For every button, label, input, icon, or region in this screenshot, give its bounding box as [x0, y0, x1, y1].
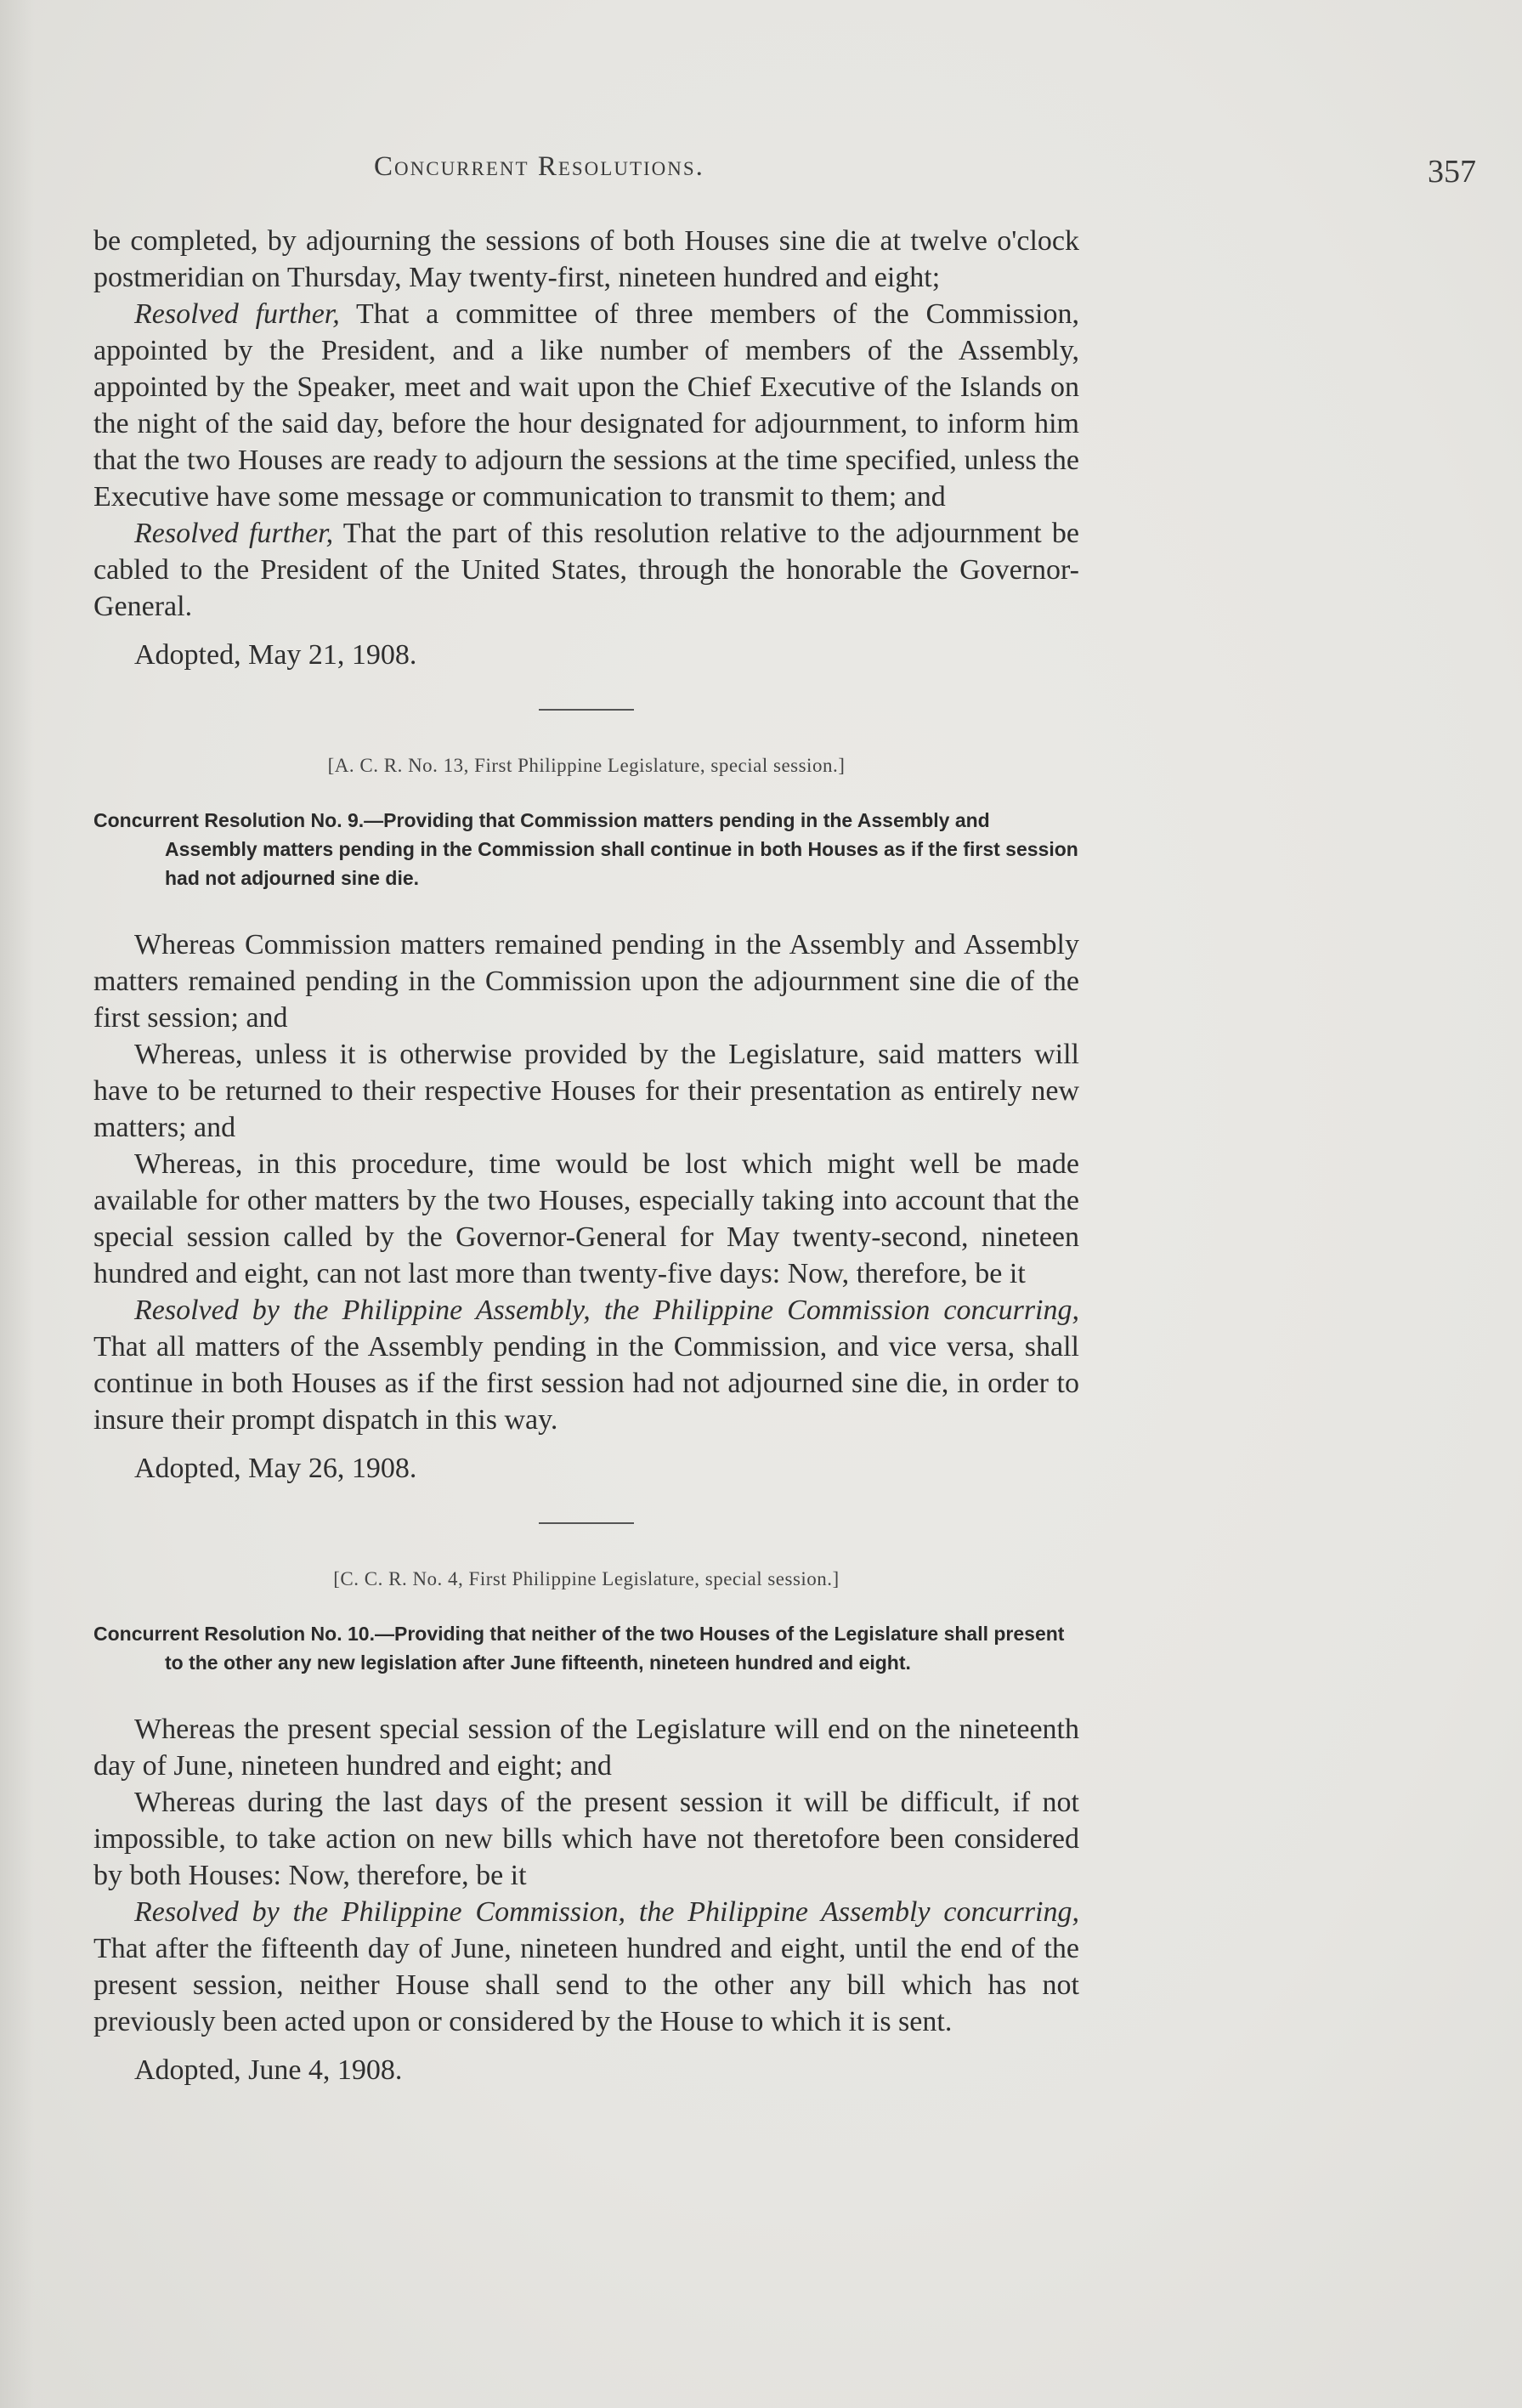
resolution-heading: Concurrent Resolution No. 10.—Providing that neither of the two Houses of the Legislature shall present to the other any new legislation after June fifteenth, nineteen hundred and eight.	[93, 1623, 1065, 1674]
continued-resolution	[93, 223, 1079, 673]
resolution-heading: Concurrent Resolution No. 9.—Providing that Commission matters pending in the Assembly and Assembly matters pending in the Commission shall continue in both Houses as if the first session had not adjourned sine die.	[93, 809, 1078, 889]
resolved-lead: Resolved by the Philippine Assembly, the Philippine Commission concurring,	[134, 1295, 1079, 1326]
adoption-date: Adopted, May 21, 1908.	[134, 639, 417, 671]
resolved-text: That after the fifteenth day of June, nineteen hundred and eight, until the end of the present session, neither House shall send to the other any bill which has not previously been acted upon or considered by the House to which it is sent.	[93, 1933, 1079, 2037]
text-column	[93, 223, 1079, 2088]
resolved-further-text: That a committee of three members of the Commission, appointed by the President, and a like number of members of the Assembly, appointed by the Speaker, meet and wait upon the Chief Executive of the Islands on the night of the said day, before the hour designated for adjournment, to inform him that the two Houses are ready to adjourn the sessions at the time specified, unless the Executive have some message or communication to transmit to them; and	[93, 298, 1079, 513]
concurrent-resolution-10	[93, 1567, 1079, 2088]
resolved-paragraph	[93, 1292, 1079, 1438]
resolved-further-lead: Resolved further,	[134, 298, 340, 330]
resolved-further-lead: Resolved further,	[134, 518, 334, 549]
page-number: 357	[1428, 154, 1476, 190]
citation: [A. C. R. No. 13, First Philippine Legislature, special session.]	[327, 755, 846, 776]
whereas-paragraph: Whereas, unless it is otherwise provided by the Legislature, said matters will have to be returned to their respective Houses for their presentation as entirely new matters; and	[93, 1039, 1079, 1143]
whereas-paragraph: Whereas, in this procedure, time would be lost which might well be made available for other matters by the two Houses, especially taking into account that the special session called by the Governor-General for May twenty-second, nineteen hundred and eight, can not last more than twenty-five days: Now, therefore, be it	[93, 1148, 1079, 1289]
resolved-paragraph	[93, 1894, 1079, 2040]
adoption-date: Adopted, June 4, 1908.	[134, 2054, 403, 2086]
running-head	[93, 151, 1476, 194]
resolved-further-paragraph-2	[93, 515, 1079, 625]
adoption-date: Adopted, May 26, 1908.	[134, 1453, 417, 1484]
resolved-lead: Resolved by the Philippine Commission, the Philippine Assembly concurring,	[134, 1896, 1079, 1928]
page-edge-shadow	[0, 0, 34, 2408]
whereas-paragraph: Whereas the present special session of the Legislature will end on the nineteenth day of June, nineteen hundred and eight; and	[93, 1714, 1079, 1782]
running-title: Concurrent Resolutions.	[374, 151, 704, 182]
resolved-further-text: That the part of this resolution relative to the adjournment be cabled to the President of the United States, through the honorable the Governor-General.	[93, 518, 1079, 622]
citation: [C. C. R. No. 4, First Philippine Legislature, special session.]	[333, 1568, 840, 1589]
section-divider	[539, 709, 634, 711]
whereas-paragraph: Whereas Commission matters remained pending in the Assembly and Assembly matters remained pending in the Commission upon the adjournment sine die of the first session; and	[93, 929, 1079, 1034]
whereas-paragraph: Whereas during the last days of the present session it will be difficult, if not impossible, to take action on new bills which have not theretofore been considered by both Houses: Now, therefore, be it	[93, 1787, 1079, 1891]
section-divider	[539, 1522, 634, 1524]
resolved-further-paragraph-1	[93, 296, 1079, 515]
continuation-paragraph: be completed, by adjourning the sessions of both Houses sine die at twelve o'clock postmeridian on Thursday, May twenty-first, nineteen hundred and eight;	[93, 225, 1079, 293]
resolved-text: That all matters of the Assembly pending in the Commission, and vice versa, shall continue in both Houses as if the first session had not adjourned sine die, in order to insure their prompt dispatch in this way.	[93, 1331, 1079, 1436]
concurrent-resolution-9	[93, 753, 1079, 1487]
